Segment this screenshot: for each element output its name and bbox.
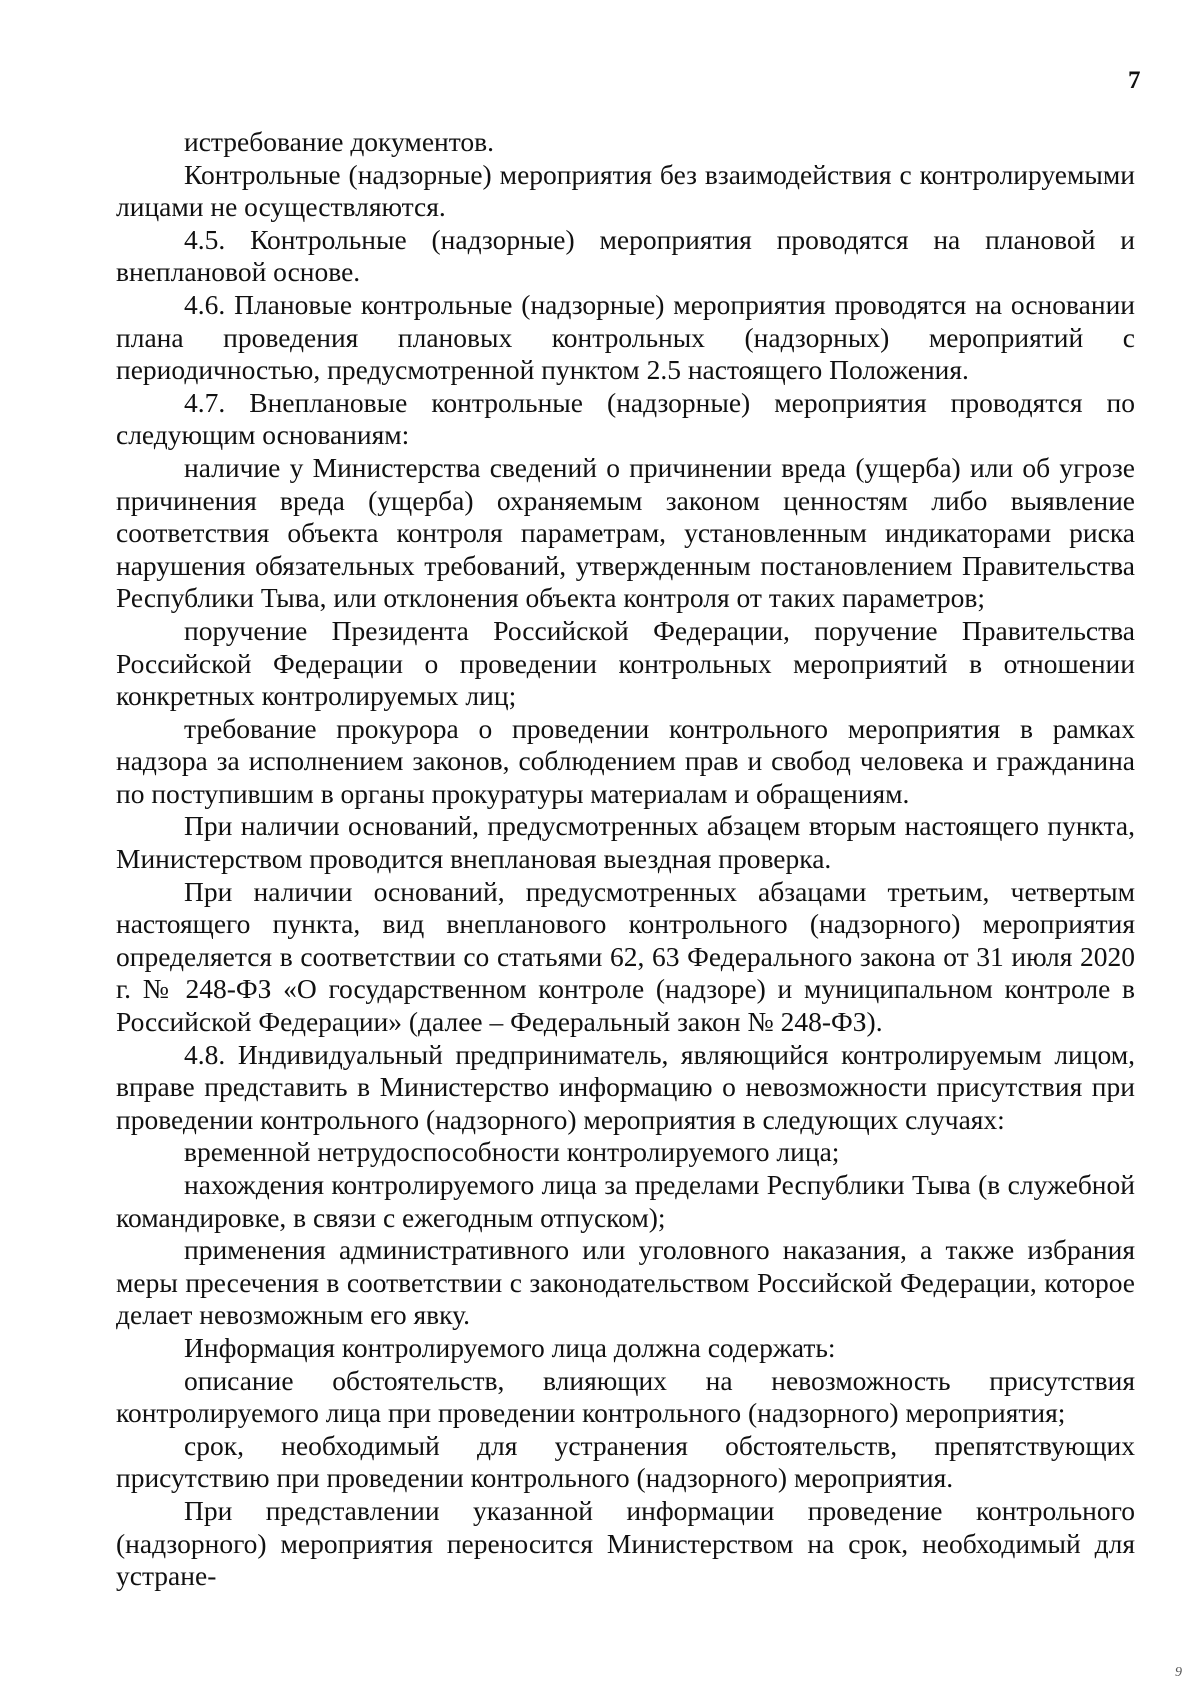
page-number: 7: [1128, 67, 1141, 94]
paragraph-9: При наличии оснований, предусмотренных абзацем вторым настоящего пункта, Министерством проводится внеплановая выездная проверка.: [116, 810, 1135, 875]
paragraph-17: срок, необходимый для устранения обстоятельств, препятствующих присутствию при проведении контрольного (надзорного) мероприятия.: [116, 1429, 1135, 1494]
paragraph-7: поручение Президента Российской Федерации, поручение Правительства Российской Федерации о проведении контрольных мероприятий в отношении конкретных контролируемых лиц;: [116, 614, 1135, 712]
corner-mark: 9: [1175, 1665, 1182, 1680]
paragraph-11: 4.8. Индивидуальный предприниматель, являющийся контролируемым лицом, вправе представить в Министерство информацию о невозможности присутствия при проведении контрольного (надзорного) мероприятия в следующих случаях:: [116, 1038, 1135, 1135]
paragraph-10: При наличии оснований, предусмотренных абзацами третьим, четвертым настоящего пункта, вид внепланового контрольного (надзорного) мероприятия определяется в соответствии со статьями 62, 63 Федерального закона от 31 июля 2020 г. № 248-ФЗ «О государственном контроле (надзоре) и муниципальном контроле в Российской Федерации» (далее – Федеральный закон № 248-ФЗ).: [116, 875, 1135, 1038]
paragraph-13: нахождения контролируемого лица за пределами Республики Тыва (в служебной командировке, в связи с ежегодным отпуском);: [116, 1169, 1135, 1233]
paragraph-14: применения административного или уголовного наказания, а также избрания меры пресечения в соответствии с законодательством Российской Федерации, которое делает невозможным его явку.: [116, 1234, 1135, 1331]
paragraph-18: При представлении указанной информации проведение контрольного (надзорного) мероприятия переносится Министерством на срок, необходимый для устране-: [116, 1494, 1135, 1592]
paragraph-6: наличие у Министерства сведений о причинении вреда (ущерба) или об угрозе причинения вреда (ущерба) охраняемым законом ценностям либо выявление соответствия объекта контроля параметрам, установленным индикаторами риска нарушения обязательных требований, утвержденным постановлением Правительства Республики Тыва, или отклонения объекта контроля от таких параметров;: [116, 451, 1135, 614]
document-body: [116, 126, 1135, 1593]
paragraph-5: 4.7. Внеплановые контрольные (надзорные) мероприятия проводятся по следующим основаниям:: [116, 386, 1135, 451]
paragraph-15: Информация контролируемого лица должна содержать:: [184, 1331, 836, 1363]
paragraph-2: Контрольные (надзорные) мероприятия без взаимодействия с контролируемыми лицами не осуществляются.: [116, 158, 1135, 223]
paragraph-1: истребование документов.: [184, 126, 495, 157]
paragraph-16: описание обстоятельств, влияющих на невозможность присутствия контролируемого лица при проведении контрольного (надзорного) мероприятия;: [116, 1364, 1135, 1429]
paragraph-4: 4.6. Плановые контрольные (надзорные) мероприятия проводятся на основании плана проведения плановых контрольных (надзорных) мероприятий с периодичностью, предусмотренной пунктом 2.5 настоящего Положения.: [116, 288, 1135, 386]
paragraph-12: временной нетрудоспособности контролируемого лица;: [184, 1136, 840, 1168]
paragraph-8: требование прокурора о проведении контрольного мероприятия в рамках надзора за исполнением законов, соблюдением прав и свобод человека и гражданина по поступившим в органы прокуратуры материалам и обращениям.: [116, 712, 1135, 809]
paragraph-3: 4.5. Контрольные (надзорные) мероприятия проводятся на плановой и внеплановой основе.: [116, 223, 1135, 288]
